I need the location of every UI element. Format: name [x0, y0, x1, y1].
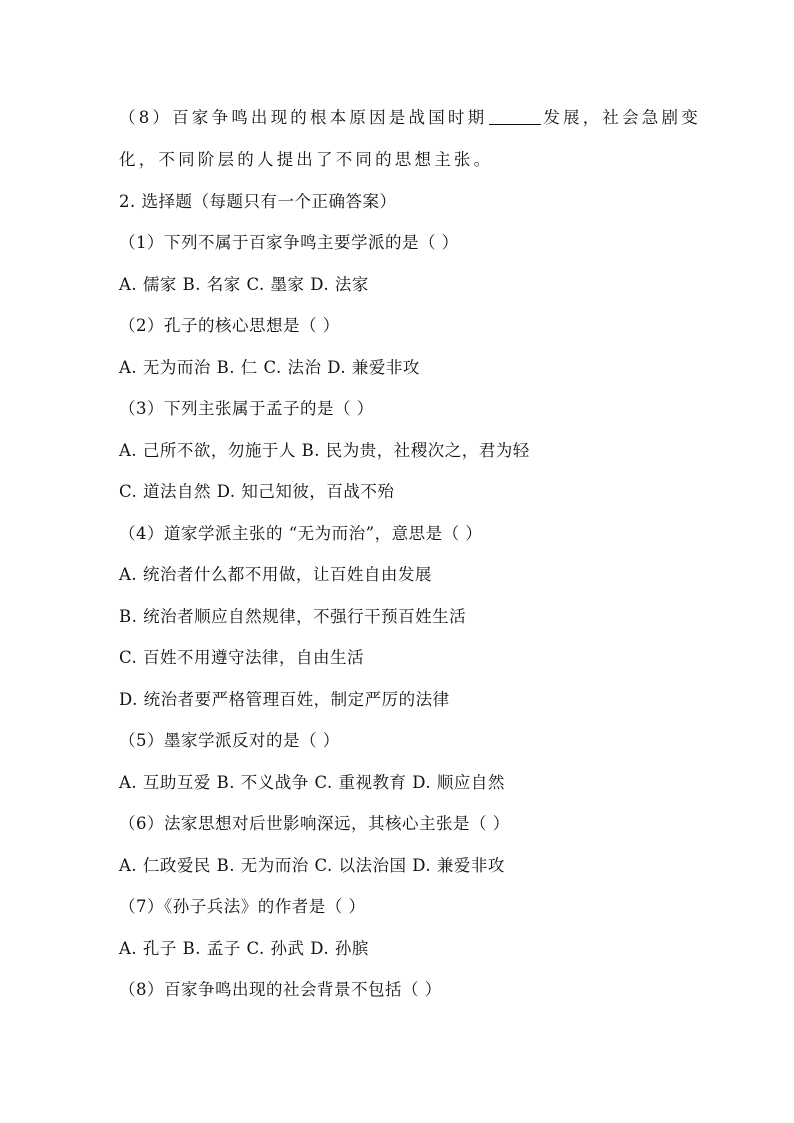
question-options: A. 无为而治 B. 仁 C. 法治 D. 兼爱非攻 [119, 358, 420, 377]
section-heading: 2. 选择题（每题只有一个正确答案） [119, 192, 397, 211]
question-options: C. 百姓不用遵守法律，自由生活 [119, 648, 365, 667]
question-options: A. 儒家 B. 名家 C. 墨家 D. 法家 [119, 275, 369, 294]
question-options: A. 统治者什么都不用做，让百姓自由发展 [119, 565, 432, 584]
question-options: B. 统治者顺应自然规律，不强行干预百姓生活 [119, 607, 467, 626]
answer-blank[interactable] [489, 108, 541, 125]
question-text: 发展，社会急剧变 [543, 108, 701, 127]
question-stem: （5）墨家学派反对的是（ ） [119, 731, 340, 750]
question-stem: （8）百家争鸣出现的社会背景不包括（ ） [119, 980, 442, 999]
question-stem: （7）《孙子兵法》的作者是（ ） [119, 897, 366, 916]
question-options: A. 互助互爱 B. 不义战争 C. 重视教育 D. 顺应自然 [119, 773, 505, 792]
question-text: （8）百家争鸣出现的根本原因是战国时期 [119, 108, 488, 127]
question-options: A. 己所不欲，勿施于人 B. 民为贵，社稷次之，君为轻 [119, 441, 530, 460]
question-options: A. 孔子 B. 孟子 C. 孙武 D. 孙膑 [119, 939, 369, 958]
question-stem: （4）道家学派主张的 “无为而治”，意思是（ ） [119, 524, 483, 543]
question-options: C. 道法自然 D. 知己知彼，百战不殆 [119, 482, 395, 501]
question-stem: （6）法家思想对后世影响深远，其核心主张是（ ） [119, 814, 510, 833]
question-stem: （3）下列主张属于孟子的是（ ） [119, 399, 374, 418]
question-options: A. 仁政爱民 B. 无为而治 C. 以法治国 D. 兼爱非攻 [119, 856, 505, 875]
question-stem: （1）下列不属于百家争鸣主要学派的是（ ） [119, 233, 459, 252]
fill-blank-question-8 [119, 107, 701, 129]
question-stem: （2）孔子的核心思想是（ ） [119, 316, 340, 335]
question-options: D. 统治者要严格管理百姓，制定严厉的法律 [119, 690, 450, 709]
question-text-continuation: 化，不同阶层的人提出了不同的思想主张。 [119, 150, 494, 169]
